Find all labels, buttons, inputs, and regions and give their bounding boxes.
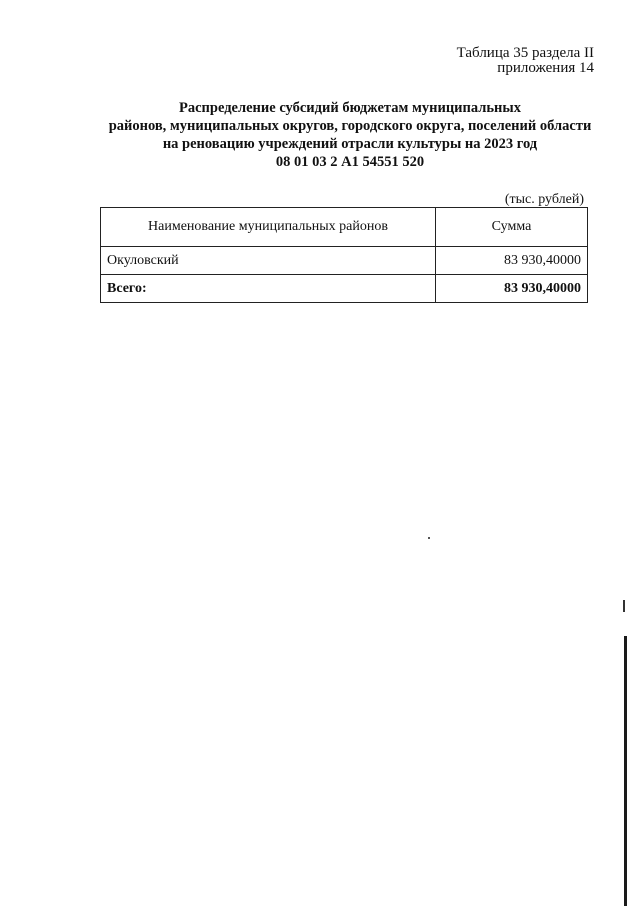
row-sum-cell: 83 930,40000 — [436, 247, 588, 275]
table-reference-line1: Таблица 35 раздела II — [456, 45, 594, 61]
column-header-name: Наименование муниципальных районов — [101, 208, 436, 247]
scan-edge-line — [624, 636, 627, 906]
scan-speck — [428, 537, 430, 539]
title-line1: Распределение субсидий бюджетам муниципальных — [179, 100, 521, 116]
total-sum-cell: 83 930,40000 — [436, 275, 588, 303]
column-header-sum: Сумма — [436, 208, 588, 247]
subsidy-table — [100, 207, 588, 303]
scan-edge-mark — [623, 600, 625, 612]
title-line2: районов, муниципальных округов, городского округа, поселений области — [108, 118, 592, 134]
table-header-row — [101, 208, 588, 247]
table-reference-line2: приложения 14 — [497, 60, 594, 76]
document-title — [60, 99, 640, 171]
row-name-cell: Окуловский — [101, 247, 436, 275]
title-code: 08 01 03 2 А1 54551 520 — [275, 154, 425, 170]
title-line3: на реновацию учреждений отрасли культуры на 2023 год — [162, 136, 538, 152]
total-row — [101, 275, 588, 303]
total-label-cell: Всего: — [101, 275, 436, 303]
units-label: (тыс. рублей) — [504, 192, 584, 207]
table-row — [101, 247, 588, 275]
table-reference — [457, 46, 594, 76]
